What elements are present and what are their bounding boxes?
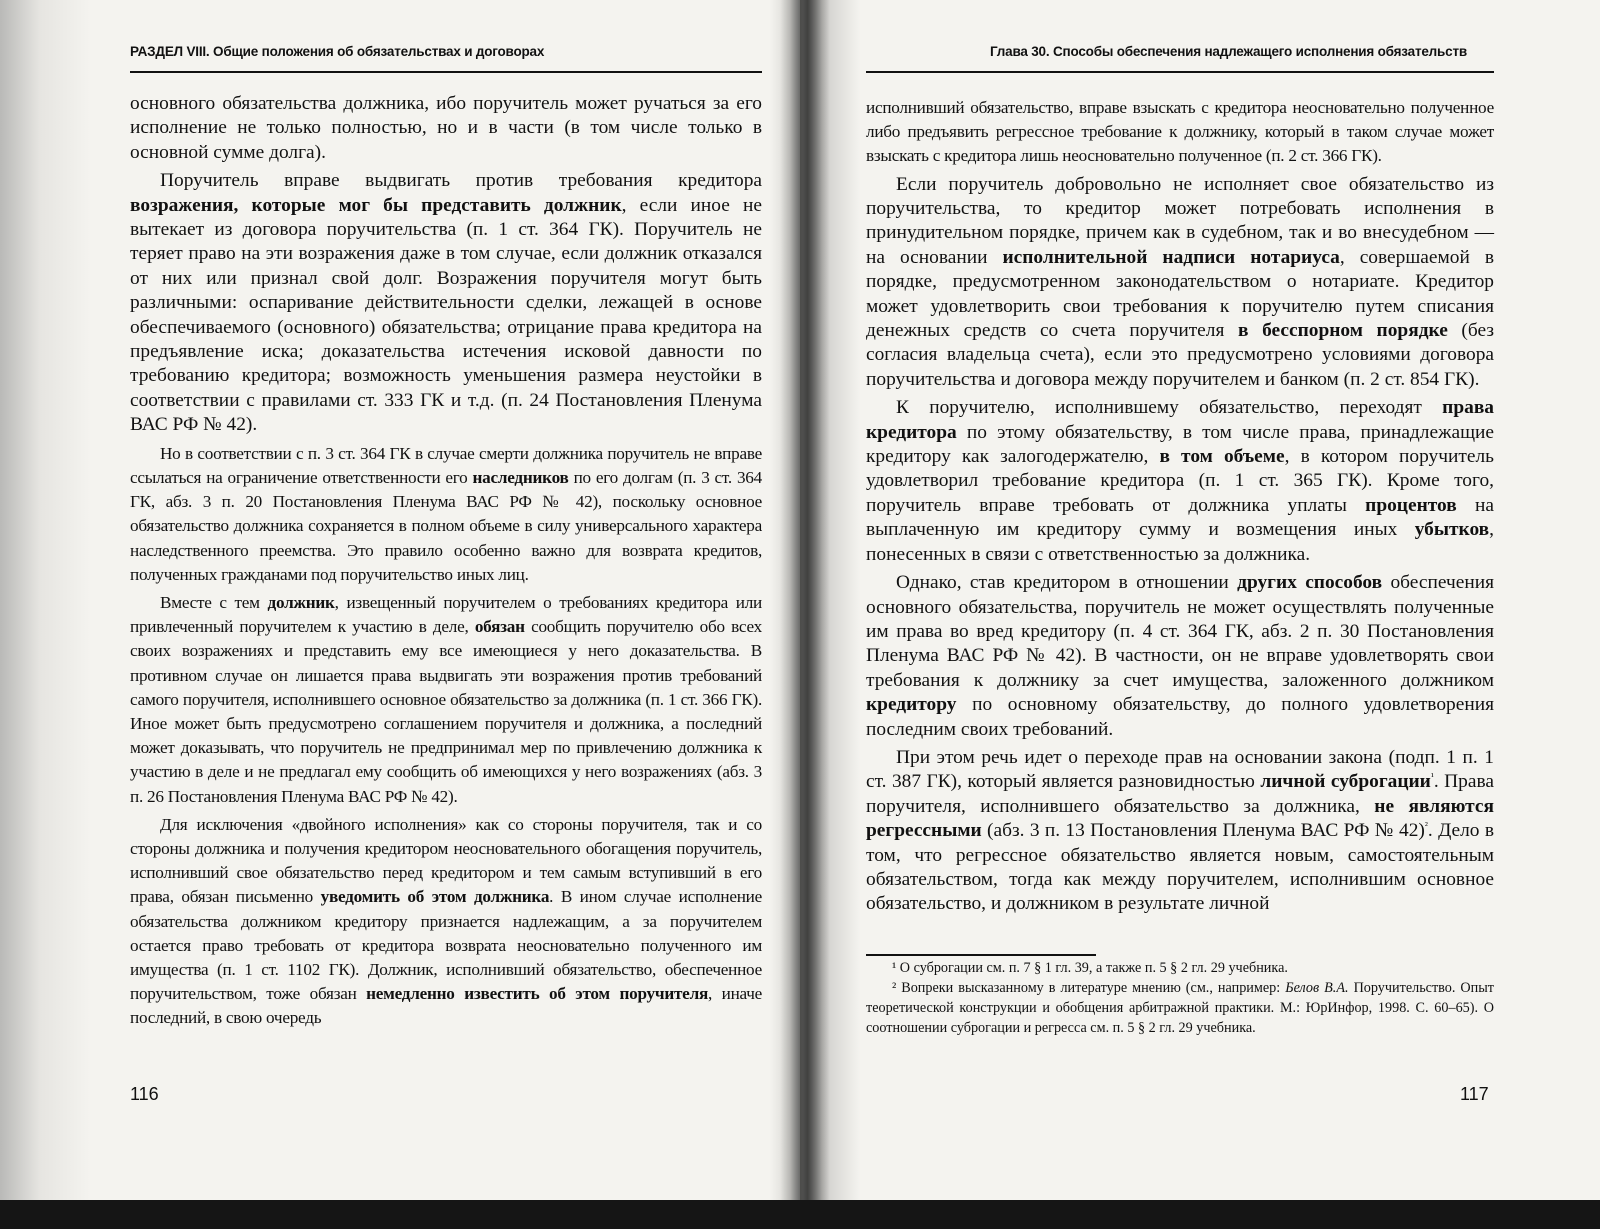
footnote-ref: ¹ bbox=[1430, 771, 1434, 783]
footnote-rule bbox=[866, 954, 1096, 956]
text-run: на выплаченную им кредитору сумму и возмещения иных bbox=[866, 494, 1494, 541]
text-run: исполнивший обязательство, вправе взыскать с кредитора неосновательно полученное либо предъявить регрессное требование к должнику, который в таком случае может взыскать с кредитора лишь неосновательно полученное (п. 2 ст. 366 ГК). bbox=[866, 98, 1494, 166]
left-body-text bbox=[130, 92, 762, 1031]
right-running-head: Глава 30. Способы обеспечения надлежащего исполнения обязательств bbox=[990, 44, 1467, 59]
bold-term: уведомить об этом должника bbox=[320, 887, 550, 907]
bold-term: должник bbox=[267, 592, 335, 612]
paragraph bbox=[866, 96, 1494, 169]
paragraph bbox=[866, 571, 1494, 742]
paragraph bbox=[130, 442, 762, 587]
footnote bbox=[866, 978, 1494, 1038]
text-run: Для исключения «двойного исполнения» как со стороны поручителя, так и со стороны должника и получения кредитором неосновательного обогащения поручитель, исполнивший свое обязательство перед кредитором и тем самым вступивший в его права, обязан письменно bbox=[130, 814, 762, 907]
right-page-number: 117 bbox=[1460, 1084, 1489, 1104]
footnote bbox=[866, 958, 1494, 978]
text-run: , извещенный поручителем о требованиях кредитора или привлеченный поручителем к участию в деле, bbox=[130, 592, 762, 637]
text-run: по его долгам (п. 3 ст. 364 ГК, абз. 3 п. 20 Постановления Пленума ВАС РФ № 42), поскольку основное обязательство должника сохраняется в полном объеме в силу универсального характера наследственного преемства. Это правило особенно важно для возврата кредитов, полученных гражданами под поручительство иных лиц. bbox=[130, 467, 762, 584]
right-page bbox=[800, 0, 1600, 1200]
bold-term: в том объеме bbox=[1159, 446, 1285, 468]
text-run: , иначе последний, в свою очередь bbox=[130, 984, 763, 1028]
text-run: ² Вопреки высказанному в литературе мнению (см., например: bbox=[892, 980, 1286, 996]
text-run: Поручительство. Опыт теоретической конструкции и обобщения арбитражной практики. М.: ЮрИнфор, 1998. С. 60–65). О соотношении суброгации и регресса см. п. 5 § 2 гл. 29 учебника. bbox=[866, 980, 1494, 1036]
paragraph bbox=[130, 169, 762, 437]
right-body-text bbox=[866, 92, 1494, 917]
text-run: . Дело в том, что регрессное обязательство является новым, самостоятельным обязательством, тогда как между поручителем, исполнившим основное обязательство, и должником в результате личной bbox=[866, 820, 1494, 915]
book-gutter bbox=[780, 0, 830, 1200]
text-run: . В ином случае исполнение обязательства должником кредитору признается надлежащим, а за поручителем остается право требовать от кредитора возврата неосновательно полученного им имущества (п. 1 ст. 1102 ГК). Должник, исполнивший обязательство, обеспеченное поручительством, тоже обязан bbox=[130, 887, 762, 1004]
bold-term: немедленно известить об этом поручителя bbox=[366, 984, 709, 1004]
paragraph bbox=[866, 746, 1494, 917]
bold-term: других способов bbox=[1237, 572, 1383, 594]
left-running-head: РАЗДЕЛ VIII. Общие положения об обязательствах и договорах bbox=[130, 44, 545, 59]
text-run: сообщить поручителю обо всех своих возражениях и представить ему все имеющиеся у него доказательства. В противном случае он лишается права выдвигать эти возражения против требований самого поручителя, исполнившего основное обязательство за должника (п. 1 ст. 366 ГК). Иное может быть предусмотрено соглашением поручителя и должника, а последний может доказывать, что поручитель не предпринимал мер по привлечению должника к участию в деле и не предлагал ему сообщить об имеющихся у него возражениях (абз. 3 п. 26 Постановления Пленума ВАС РФ № 42). bbox=[130, 617, 762, 806]
text-run: основного обязательства должника, ибо поручитель может ручаться за его исполнение не только полностью, но и в части (в том числе только в основной сумме долга). bbox=[130, 93, 762, 163]
bold-term: обязан bbox=[474, 617, 525, 637]
bold-term: не являются регрессными bbox=[866, 795, 1495, 842]
text-run: (без согласия владельца счета), если это предусмотрено условиями договора поручительства и договора между поручителем и банком (п. 2 ст. 854 ГК). bbox=[866, 320, 1494, 390]
footnote-ref: ² bbox=[1424, 820, 1428, 832]
paragraph bbox=[130, 92, 762, 165]
text-run: Поручитель вправе выдвигать против требования кредитора bbox=[160, 170, 762, 192]
bold-term: возражения, которые мог бы представить должник bbox=[130, 194, 622, 216]
left-header-rule bbox=[130, 71, 762, 73]
text-run: , если иное не вытекает из договора поручительства (п. 1 ст. 364 ГК). Поручитель не теряет право на эти возражения даже в том случае, если должник отказался от них или признал свой долг. Возражения поручителя могут быть различными: оспаривание действительности сделки, лежащей в основе обеспечиваемого (основного) обязательства; отрицание права кредитора на предъявление иска; доказательства истечения исковой давности по требованию кредитора; возможность уменьшения размера неустойки в соответствии с правилами ст. 333 ГК и т.д. (п. 24 Постановления Пленума ВАС РФ № 42). bbox=[130, 194, 762, 436]
bold-term: убытков bbox=[1414, 519, 1490, 541]
paragraph bbox=[866, 396, 1494, 567]
bold-term: в бесспорном порядке bbox=[1238, 320, 1448, 342]
bold-term: наследников bbox=[472, 467, 569, 487]
left-page-number: 116 bbox=[130, 1084, 159, 1104]
text-run: Однако, став кредитором в отношении bbox=[896, 572, 1238, 594]
text-run: обеспечения основного обязательства, поручитель не может осуществлять полученные им права во вред кредитору (п. 4 ст. 364 ГК, абз. 2 п. 30 Постановления Пленума ВАС РФ № 42). В частности, он не вправе удовлетворять свои требования к должнику за счет имущества, заложенного должником bbox=[866, 572, 1494, 691]
footnotes bbox=[866, 958, 1494, 1038]
bold-term: процентов bbox=[1365, 494, 1457, 516]
text-run: , совершаемой в порядке, предусмотренном законодательством о нотариате. Кредитор может удовлетворить свои требования к поручителю путем списания денежных средств со счета поручителя bbox=[866, 246, 1494, 342]
text-run: , в котором поручитель удовлетворил требование кредитора (п. 1 ст. 365 ГК). Кроме того, поручитель вправе требовать от должника уплаты bbox=[866, 446, 1494, 516]
text-run: по основному обязательству, до полного удовлетворения последним своих требований. bbox=[866, 694, 1494, 740]
scanner-edge bbox=[0, 1200, 1600, 1229]
text-run: по этому обязательству, в том числе права, принадлежащие кредитору как залогодержателю, bbox=[866, 421, 1494, 468]
right-header-rule bbox=[866, 71, 1494, 73]
paragraph bbox=[130, 813, 762, 1031]
author-name: Белов В.А. bbox=[1285, 980, 1349, 996]
bold-term: права кредитора bbox=[866, 397, 1494, 443]
text-run: ¹ О суброгации см. п. 7 § 1 гл. 39, а также п. 5 § 2 гл. 29 учебника. bbox=[892, 960, 1288, 976]
text-run: Вместе с тем bbox=[160, 592, 268, 612]
bold-term: кредитору bbox=[866, 694, 957, 716]
text-run: При этом речь идет о переходе прав на основании закона (подп. 1 п. 1 ст. 387 ГК), который является разновидностью bbox=[866, 746, 1494, 793]
text-run: . Права поручителя, исполнившего обязательство за должника, bbox=[866, 771, 1494, 817]
text-run: Но в соответствии с п. 3 ст. 364 ГК в случае смерти должника поручитель не вправе ссылаться на ограничение ответственности его bbox=[130, 443, 762, 487]
text-run: К поручителю, исполнившему обязательство, переходят bbox=[896, 397, 1443, 419]
paragraph bbox=[130, 591, 762, 809]
left-page bbox=[0, 0, 800, 1200]
bold-term: личной суброгации bbox=[1260, 771, 1431, 793]
text-run: Если поручитель добровольно не исполняет свое обязательство из поручительства, то кредитор может потребовать исполнения в принудительном порядке, причем как в судебном, так и во внесудебном — на основании bbox=[866, 173, 1494, 268]
paragraph bbox=[866, 173, 1494, 393]
bold-term: исполнительной надписи нотариуса bbox=[1002, 246, 1340, 268]
text-run: , понесенных в связи с ответственностью за должника. bbox=[866, 519, 1494, 565]
text-run: (абз. 3 п. 13 Постановления Пленума ВАС РФ № 42) bbox=[981, 820, 1425, 842]
